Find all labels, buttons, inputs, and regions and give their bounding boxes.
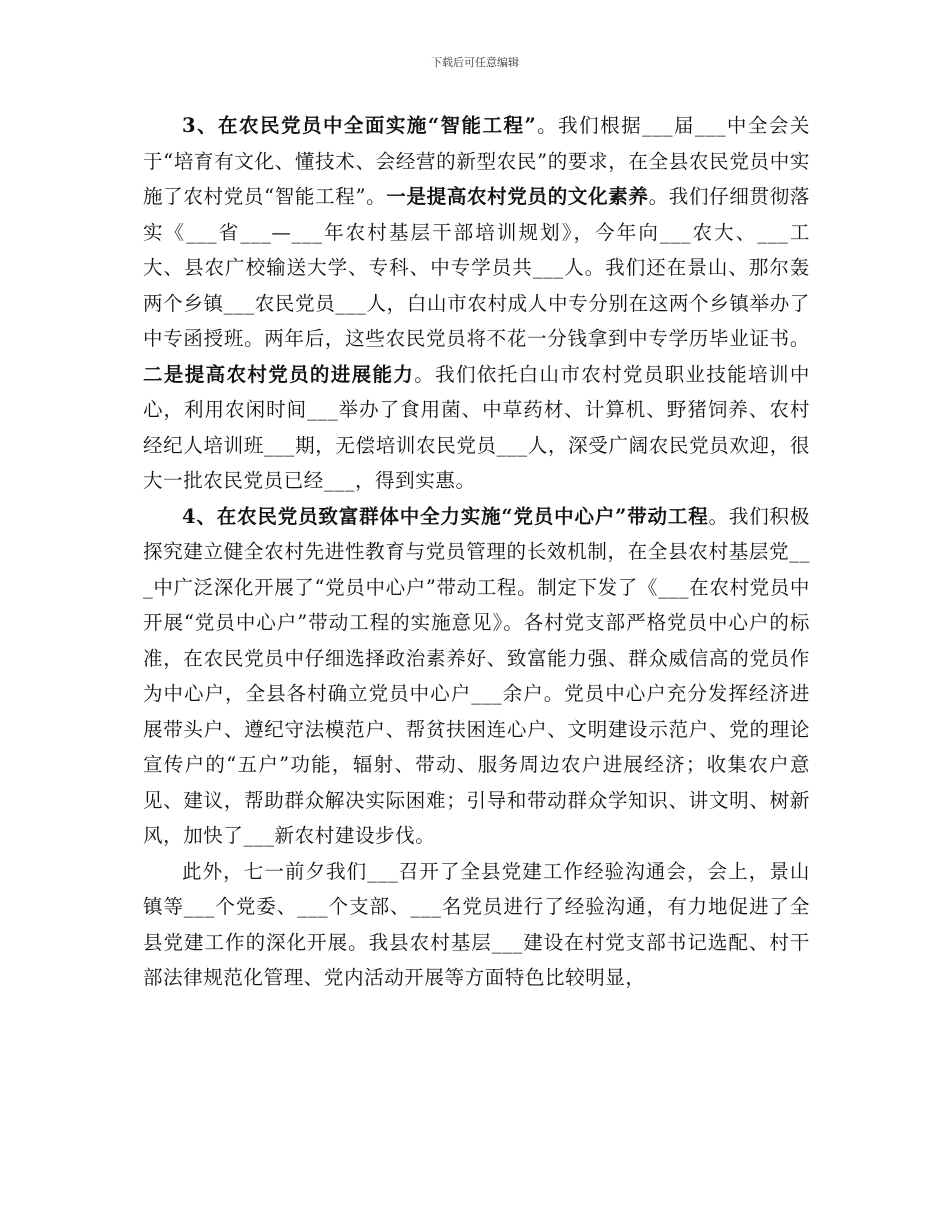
paragraph-additional [143,854,810,996]
heading-section-3: 3、在农民党员中全面实施“智能工程” [182,114,537,137]
document-body [143,108,810,996]
text-segment: 。我们根据___届___中全会关于“培育有文化、懂技术、会经营的新型农民”的要求，在全县农民党员中实施了农村党员“智能工程”。 [143,114,810,208]
paragraph-section-3 [143,108,810,499]
text-segment: 。我们依托白山市农村党员职业技能培训中心，利用农闲时间___举办了食用菌、中草药材、计算机、野猪饲养、农村经纪人培训班___期，无偿培训农民党员___人，深受广阔农民党员欢迎，很大一批农民党员已经___，得到实惠。 [143,362,810,492]
text-segment: 。我们积极探究建立健全农村先进性教育与党员管理的长效机制，在全县农村基层党___中广泛深化开展了“党员中心户”带动工程。制定下发了《___在农村党员中开展“党员中心户”带动工程的实施意见》。各村党支部严格党员中心户的标准，在农民党员中仔细选择政治素养好、致富能力强、群众威信高的党员作为中心户，全县各村确立党员中心户___余户。党员中心户充分发挥经济进展带头户、遵纪守法模范户、帮贫扶困连心户、文明建设示范户、党的理论宣传户的“五户”功能，辐射、带动、服务周边农户进展经济；收集农户意见、建议，帮助群众解决实际困难；引导和带动群众学知识、讲文明、树新风，加快了___新农村建设步伐。 [143,504,810,847]
subheading-ability: 二是提高农村党员的进展能力 [143,362,415,386]
page-header: 下载后可任意编辑 [431,56,519,69]
text-segment: 。我们仔细贯彻落实《___省___—___年农村基层干部培训规划》，今年向___农大、___工大、县农广校输送大学、专科、中专学员共___人。我们还在景山、那尔轰两个乡镇___农民党员___人，白山市农村成人中专分别在这两个乡镇举办了中专函授班。两年后，这些农民党员将不花一分钱拿到中专学历毕业证书。 [143,185,810,350]
text-segment: 此外，七一前夕我们___召开了全县党建工作经验沟通会，会上，景山镇等___个党委、___个支部、___名党员进行了经验沟通，有力地促进了全县党建工作的深化开展。我县农村基层___建设在村党支部书记选配、村干部法律规范化管理、党内活动开展等方面特色比较明显， [143,859,810,989]
paragraph-section-4 [143,499,810,854]
heading-section-4: 4、在农民党员致富群体中全力实施“党员中心户”带动工程 [182,504,709,528]
subheading-culture: 一是提高农村党员的文化素养 [386,185,649,208]
